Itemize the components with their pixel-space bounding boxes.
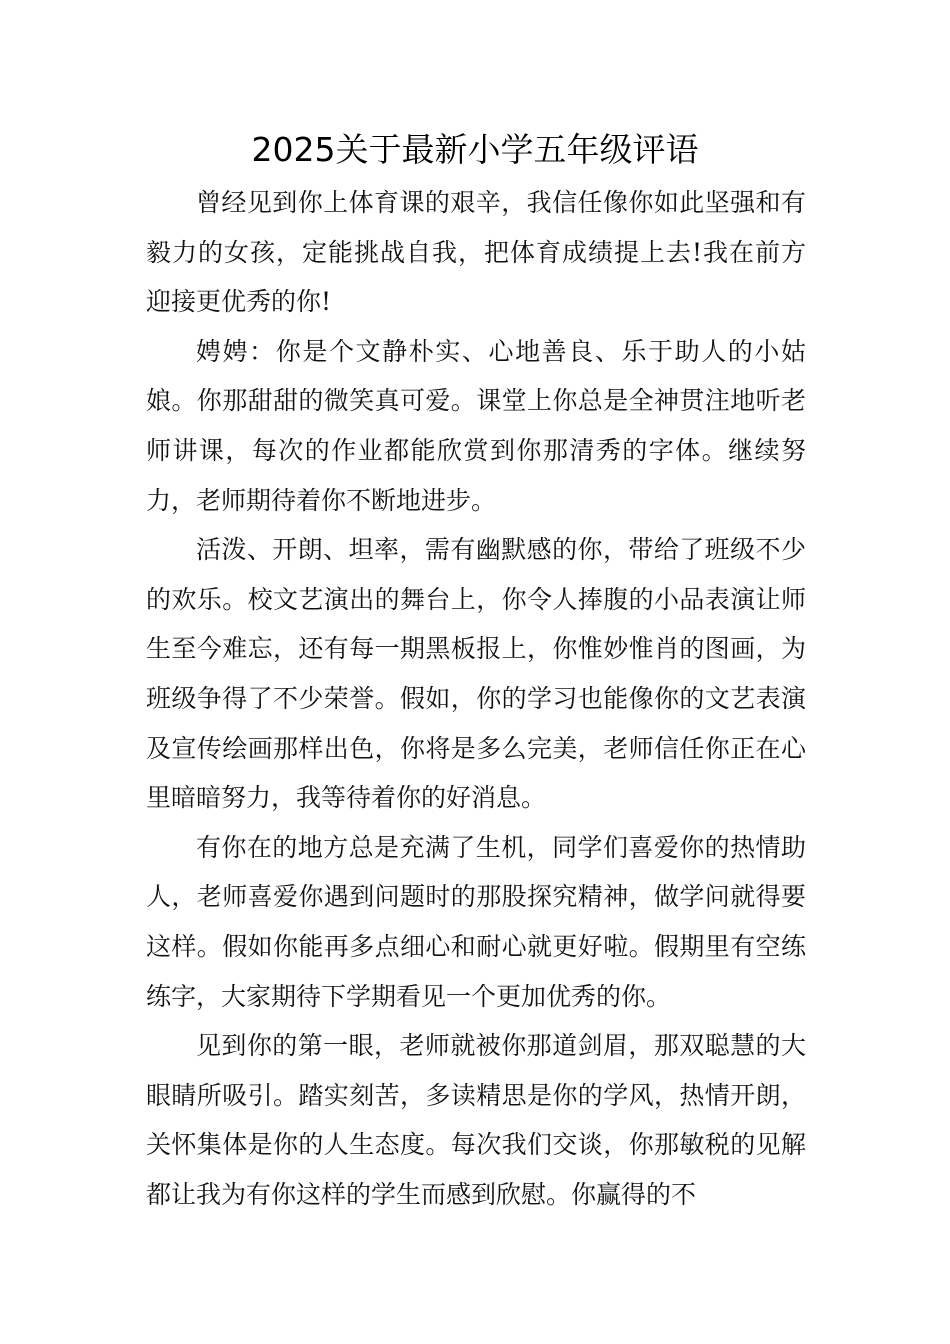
paragraph: 有你在的地方总是充满了生机，同学们喜爱你的热情助人，老师喜爱你遇到问题时的那股探究精神，做学问就得要这样。假如你能再多点细心和耐心就更好啦。假期里有空练练字，大家期待下学期看见一个更加优秀的你。	[146, 832, 806, 1011]
paragraph: 见到你的第一眼，老师就被你那道剑眉，那双聪慧的大眼睛所吸引。踏实刻苦，多读精思是你的学风，热情开朗，关怀集体是你的人生态度。每次我们交谈，你那敏税的见解都让我为有你这样的学生而感到欣慰。你赢得的不	[146, 1031, 806, 1209]
paragraph: 活泼、开朗、坦率，需有幽默感的你，带给了班级不少的欢乐。校文艺演出的舞台上，你令人捧腹的小品表演让师生至今难忘，还有每一期黑板报上，你惟妙惟肖的图画，为班级争得了不少荣誉。假如，你的学习也能像你的文艺表演及宣传绘画那样出色，你将是多么完美，老师信任你正在心里暗暗努力，我等待着你的好消息。	[146, 535, 806, 813]
paragraph: 曾经见到你上体育课的艰辛，我信任像你如此坚强和有毅力的女孩，定能挑战自我，把体育成绩提上去!我在前方迎接更优秀的你!	[146, 188, 806, 317]
document-title: 2025关于最新小学五年级评语	[251, 130, 699, 169]
document-body	[146, 178, 806, 1219]
paragraph: 娉娉：你是个文静朴实、心地善良、乐于助人的小姑娘。你那甜甜的微笑真可爱。课堂上你总是全神贯注地听老师讲课，每次的作业都能欣赏到你那清秀的字体。继续努力，老师期待着你不断地进步。	[146, 336, 806, 515]
